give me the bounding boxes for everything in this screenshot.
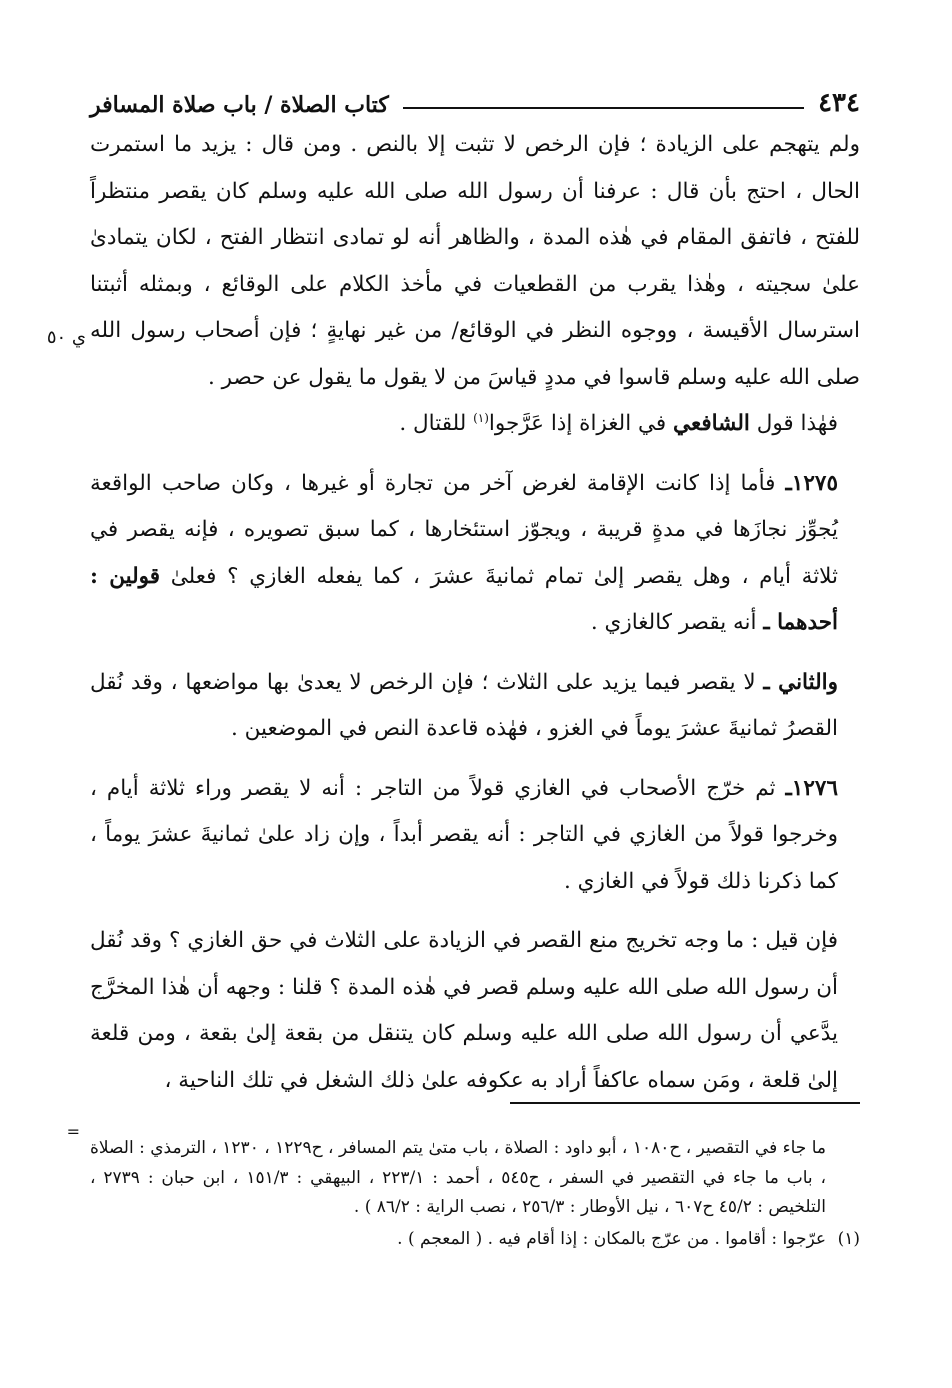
footnote-continuation-mark: = [66,1122,80,1141]
page-header [90,78,860,118]
issue-number-1275: ١٢٧٥ـ [785,470,838,496]
margin-folio-reference: ي ٥٠ [46,327,86,348]
page-number: ٤٣٤ [818,88,860,118]
p2-mid: في الغزاة إذا عَرَّجوا [488,411,674,436]
p4-text: لا يقصر فيما يزيد على الثلاث ؛ فإن الرخص لا يعدىٰ بها مواضعها ، وقد نُقل القصرُ ثمانيةَ عشرَ يوماً في الغزو ، فهٰذه قاعدة النص في الموضعين . [90,669,838,741]
footnote-continued: ما جاء في التقصير ، ح١٠٨٠ ، أبو داود : الصلاة ، باب متىٰ يتم المسافر ، ح١٢٢٩ ، ١٢٣٠ ، الترمذي : الصلاة ، باب ما جاء في التقصير في السفر ، ح٥٤٥ ، أحمد : ٢٢٣/١ ، البيهقي : ١٥١/٣ ، ابن حبان : ٢٧٣٩ ، التلخيص : ٤٥/٢ ح٦٠٧ ، نيل الأوطار : ٢٥٦/٣ ، نصب الراية : ٨٦/٢ ) . [90,1138,826,1217]
issue-number-1276: ١٢٧٦ـ [785,775,838,801]
p3-bold: قولين : أحدهما ـ [90,563,838,635]
footnote-1-text: عرّجوا : أقاموا . من عرّج بالمكان : إذا أقام فيه . ( المعجم ) . [397,1228,826,1249]
footnote-ref-1[interactable]: (١) [473,410,489,425]
running-title: كتاب الصلاة / باب صلاة المسافر [90,92,389,118]
header-rule [403,107,804,109]
p3-end: أنه يقصر كالغازي . [590,610,764,635]
footnote-1-number: (١) [837,1228,860,1249]
paragraph-objection: فإن قيل : ما وجه تخريج منع القصر في الزيادة على الثلاث في حق الغازي ؟ وقد نُقل أن رسول الله صلى الله عليه وسلم قصر في هٰذه المدة ؟ قلنا : وجهه أن هٰذا المخرَّج يدَّعي أن رسول الله صلى الله عليه وسلم كان يتنقل من بقعة إلىٰ بقعة ، ومن قلعة إلىٰ قلعة ، ومَن سماه عاكفاً أراد به عكوفه علىٰ ذلك الشغل في تلك الناحية ، [90,928,838,1093]
main-text [90,122,860,1104]
paragraph-1: ولم يتهجم على الزيادة ؛ فإن الرخص لا تثبت إلا بالنص . ومن قال : يزيد ما استمرت الحال ، احتج بأن قال : عرفنا أن رسول الله صلى الله عليه وسلم كان يقصر منتظراً للفتح ، فاتفق المقام في هٰذه المدة ، والظاهر أنه لو تمادى انتظار الفتح ، لكان يتمادىٰ علىٰ سجيته ، وهٰذا يقرب من القطعيات في مأخذ الكلام على الوقائع ، وبمثله أثبتنا استرسال الأقيسة ، ووجوه النظر في الوقائع/ من غير نهايةٍ ؛ فإن أصحاب رسول الله صلى الله عليه وسلم قاسوا في مددٍ قياسَ من لا يقول ما يقول عن حصر . [90,132,860,390]
p2-start: فهٰذا قول [749,411,838,436]
paragraph-1275 [90,461,860,647]
paragraph-second-view [90,660,860,753]
p2-end: للقتال . [399,411,474,436]
p4-bold: والثاني ـ [763,669,838,695]
footnotes [90,1134,860,1254]
footnote-separator [510,1102,860,1104]
p3-text: فأما إذا كانت الإقامة لغرض آخر من تجارة أو غيرها ، وكان صاحب الواقعة يُجوِّز نجازَها في مدةٍ قريبة ، ويجوّز استئخارها ، كما سبق تصويره ، فإنه يقصر في ثلاثة أيام ، وهل يقصر إلىٰ تمام ثمانيةَ عشرَ ، كما يفعله الغازي ؟ فعلىٰ [90,470,838,589]
p5-text: ثم خرّج الأصحاب في الغازي قولاً من التاجر : أنه لا يقصر وراء ثلاثة أيام ، وخرجوا قولاً من الغازي في التاجر : أنه يقصر أبداً ، وإن زاد علىٰ ثمانيةَ عشرَ يوماً ، كما ذكرنا ذلك قولاً في الغازي . [90,775,838,894]
p2-shafii: الشافعي [673,411,750,436]
footnote-1 [90,1225,860,1255]
paragraph-2 [90,401,860,448]
paragraph-1276 [90,766,860,906]
